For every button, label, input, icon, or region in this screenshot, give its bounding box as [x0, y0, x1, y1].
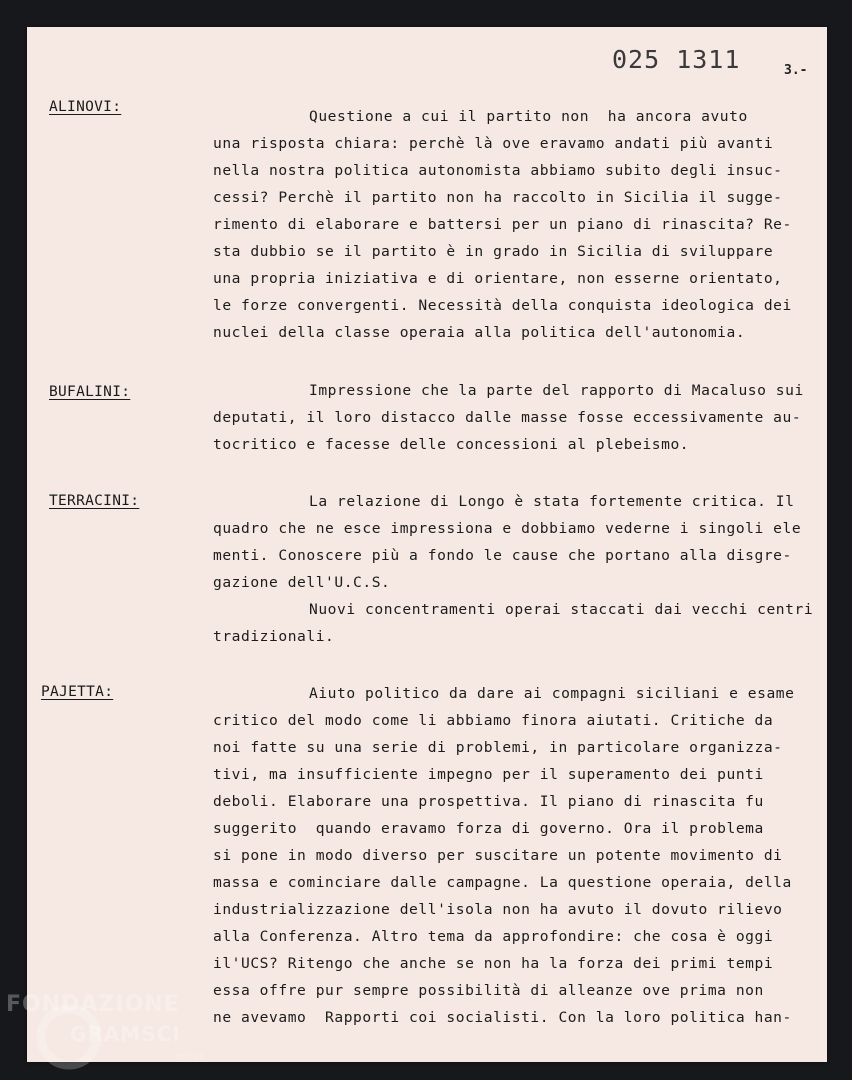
text-line: essa offre pur sempre possibilità di alleanze ove prima non: [213, 982, 764, 999]
text-line: alla Conferenza. Altro tema da approfondire: che cosa è oggi: [213, 928, 774, 945]
speaker-label: BUFALINI:: [49, 384, 131, 400]
text-line: Questione a cui il partito non ha ancora avuto: [309, 108, 748, 125]
text-line: il'UCS? Ritengo che anche se non ha la forza dei primi tempi: [213, 955, 774, 972]
text-line: Aiuto politico da dare ai compagni siciliani e esame: [309, 685, 795, 702]
text-line: una risposta chiara: perchè là ove eravamo andati più avanti: [213, 135, 774, 152]
text-line: tocritico e facesse delle concessioni al plebeismo.: [213, 436, 690, 453]
text-line: Nuovi concentramenti operai staccati dai vecchi centri: [309, 601, 814, 618]
text-line: menti. Conoscere più a fondo le cause che portano alla disgre-: [213, 547, 792, 564]
page-number: 3.-: [784, 63, 808, 78]
document-page: [27, 27, 827, 1062]
text-line: noi fatte su una serie di problemi, in particolare organizza-: [213, 739, 783, 756]
text-line: suggerito quando eravamo forza di governo. Ora il problema: [213, 820, 764, 837]
text-line: ne avevamo Rapporti coi socialisti. Con la loro politica han-: [213, 1009, 792, 1026]
speaker-label: ALINOVI:: [49, 99, 122, 115]
text-line: Impressione che la parte del rapporto di Macaluso sui: [309, 382, 804, 399]
text-line: industrializzazione dell'isola non ha avuto il dovuto rilievo: [213, 901, 783, 918]
text-line: si pone in modo diverso per suscitare un potente movimento di: [213, 847, 783, 864]
text-line: sta dubbio se il partito è in grado in Sicilia di sviluppare: [213, 243, 774, 260]
text-line: quadro che ne esce impressiona e dobbiamo vederne i singoli ele: [213, 520, 802, 537]
archive-number-stamp: 025 1311: [612, 45, 741, 74]
text-line: le forze convergenti. Necessità della conquista ideologica dei: [213, 297, 792, 314]
text-line: cessi? Perchè il partito non ha raccolto in Sicilia il sugge-: [213, 189, 783, 206]
text-line: una propria iniziativa e di orientare, non esserne orientato,: [213, 270, 783, 287]
fondazione-gramsci-watermark: [0, 980, 240, 1080]
text-line: nuclei della classe operaia alla politica dell'autonomia.: [213, 324, 746, 341]
watermark-line2: GRAMSCI: [70, 1022, 181, 1046]
text-line: tradizionali.: [213, 628, 335, 645]
text-line: critico del modo come li abbiamo finora aiutati. Critiche da: [213, 712, 774, 729]
watermark-line1: FONDAZIONE: [6, 992, 180, 1017]
text-line: massa e cominciare dalle campagne. La questione operaia, della: [213, 874, 792, 891]
text-line: deboli. Elaborare una prospettiva. Il piano di rinascita fu: [213, 793, 764, 810]
text-line: deputati, il loro distacco dalle masse fosse eccessivamente au-: [213, 409, 802, 426]
text-line: tivi, ma insufficiente impegno per il superamento dei punti: [213, 766, 764, 783]
text-line: La relazione di Longo è stata fortemente critica. Il: [309, 493, 795, 510]
speaker-label: PAJETTA:: [41, 684, 114, 700]
text-line: nella nostra politica autonomista abbiamo subito degli insuc-: [213, 162, 783, 179]
watermark-line3: onlus: [176, 1052, 206, 1062]
speaker-label: TERRACINI:: [49, 493, 140, 509]
text-line: rimento di elaborare e battersi per un piano di rinascita? Re-: [213, 216, 792, 233]
text-line: gazione dell'U.C.S.: [213, 574, 391, 591]
